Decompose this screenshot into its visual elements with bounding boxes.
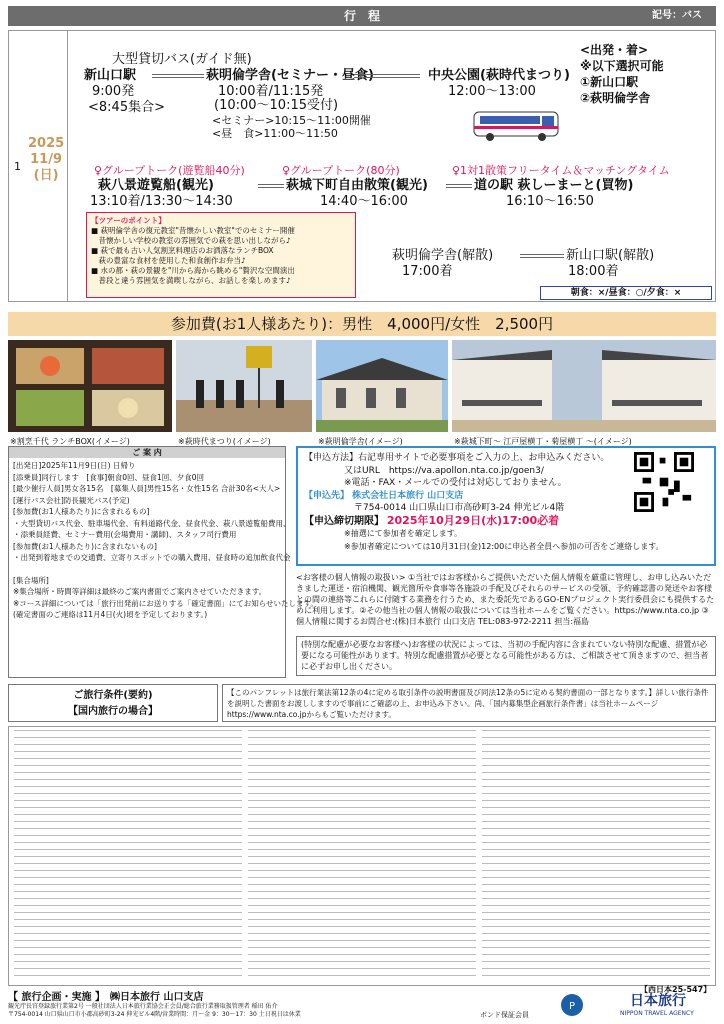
departure-options [580, 42, 702, 114]
fine-print-column [248, 730, 476, 980]
bus-icon [472, 108, 562, 142]
apply-dest: 【申込先】 株式会社日本旅行 山口支店 [304, 490, 464, 501]
point-line: 萩の豊富な食材を使用した和食創作お弁当♪ [91, 256, 246, 265]
point-line: ■ 萩で最も古い人気割烹料理店のお洒落なランチBOX [91, 246, 274, 255]
guide-box [8, 446, 318, 678]
points-title: 【ツアーのポイント】 [91, 216, 166, 225]
castle-town-photo [452, 340, 716, 432]
apply-note: ※電話・FAX・メールでの受付は対応しておりません。 [344, 478, 567, 488]
guide-line: [参加費(お1人様あたり)に含まれないもの] [13, 541, 157, 551]
conditions-subtitle: 【国内旅行の場合】 [68, 706, 158, 717]
guide-line [13, 564, 281, 575]
svg-text:P: P [568, 1001, 576, 1012]
guide-line: ※集合場所・時間等詳細は最終のご案内書面でご案内させていただきます。 [13, 587, 267, 596]
qr-code[interactable] [634, 452, 694, 512]
tour-date [28, 136, 64, 184]
bus-route-line [354, 74, 420, 78]
sea-mart-time: 16:10～16:50 [506, 194, 594, 209]
meal-info: 朝食：×/昼食：○/夕食：× [540, 286, 712, 300]
apply-url[interactable]: 又はURL https://va.apollon.nta.co.jp/goen3/ [344, 465, 544, 476]
festival-photo [176, 340, 312, 432]
travel-logo-icon [542, 992, 602, 1018]
lunch-box-photo [8, 340, 172, 432]
tour-points [86, 212, 356, 298]
group-talk-1: ♀グループトーク(遊覧船40分) [94, 164, 245, 177]
castle-town-time: 14:40～16:00 [320, 194, 408, 209]
bus-route-line [258, 184, 284, 188]
fine-print-column [14, 730, 242, 980]
result-note: ※参加者確定については10月31日(金)12:00に申込者全員へ参加の可否をご連絡します。 [344, 541, 664, 551]
caption-castle-town: ※萩城下町～ 江戸屋横丁・菊屋横丁 ～(イメージ) [454, 437, 632, 446]
guide-title: ご 案 内 [9, 447, 285, 458]
point-line: ■ 水の都・萩の景観を"川から海から眺める"贅沢な空間演出 [91, 266, 295, 275]
point-line: 普段と違う雰囲気を満喫しながら、お話しを楽しめます♪ [91, 276, 291, 285]
guide-line: [最少催行人員]男女各15名 [募集人員]男性15名・女性15名 合計30名<大人> [13, 484, 281, 493]
deadline-label: 【申込締切期限】 [304, 515, 384, 527]
stop-shinyamaguchi: 新山口駅 [84, 68, 137, 83]
option-1: ①新山口駅 [580, 75, 639, 89]
guide-line: [集合場所] [13, 575, 49, 585]
guide-line: ・大型貸切バス代金、駐車場代金、有料道路代金、昼食代金、萩八景遊覧船費用、 [13, 518, 291, 528]
legend-note: 記号：バス [652, 10, 702, 21]
fine-print-column [482, 730, 710, 980]
guide-line: ・添乗員経費、セミナー費用(会場費用・講師)、スタッフ司行費用 [13, 530, 237, 539]
park-time: 12:00～13:00 [448, 84, 536, 99]
day-number: 1 [14, 160, 21, 173]
bus-route-line [520, 254, 564, 258]
guide-line: ※コース詳細については「旅行出発前にお送りする「確定書面」にてお知らせいたします。 [13, 598, 318, 608]
footer-address: 〒754-0014 山口県山口市小郡高砂町3-24 伸光ビル4階/営業時間：月～金 9：30～17：30 土日祝日は休業 [8, 1011, 301, 1018]
stop-meirin: 萩明倫学舎(セミナー・昼食) [206, 68, 374, 83]
itinerary-header [8, 6, 716, 26]
option-2: ②萩明倫学舎 [580, 91, 651, 105]
footer [8, 992, 478, 1019]
nta-logo-en: NIPPON TRAVEL AGENCY [620, 1010, 694, 1017]
conditions-header [8, 684, 218, 722]
options-note: ※以下選択可能 [580, 59, 664, 73]
end-meirin: 萩明倫学舎(解散) [392, 248, 494, 263]
conditions-title: ご旅行条件(要約) [73, 690, 153, 701]
point-line: 昔懐かしい学校の教室の雰囲気での萩を思い出しながら♪ [91, 236, 291, 245]
caption-festival: ※萩時代まつり(イメージ) [178, 437, 271, 446]
lottery-note: ※抽選にて参加者を確定します。 [344, 529, 463, 538]
meirin-photo [316, 340, 448, 432]
end-meirin-time: 17:00着 [402, 264, 453, 279]
meirin-time: 10:00着/11:15発 [218, 84, 324, 99]
end-shinyamaguchi: 新山口駅(解散) [566, 248, 655, 263]
stop-sea-mart: 道の駅 萩しーまーと(買物) [474, 178, 634, 193]
footer-license: 観光庁長官登録旅行業第2号 一般社団法人日本旅行業協会正会員/総合旅行業務取扱管理者 稲田 佑介 [8, 1003, 278, 1010]
nta-logo: 日本旅行 [630, 993, 686, 1009]
reg-number: 【西日本25-547】 [640, 985, 712, 994]
special-care-note: (特別な配慮が必要なお客様へ)お客様の状況によっては、当初の手配内容に含まれていない特別な配慮、措置が必要になる可能性があります。特別な配慮措置が必要となる可能性がある方は、ご相談させて頂きますので、担当者に必ずお申し出ください。 [296, 636, 716, 676]
date-weekday: (日) [33, 168, 59, 183]
conditions-note: 【このパンフレットは旅行業法第12条の4に定める取引条件の説明書面及び同法12条の5に定める契約書面の一部となります。】詳しい旅行条件を説明した書面をお渡ししますので事前にご確認の上、お申込み下さい。尚、「国内募集型企画旅行条件書」は当社ホームページ https://www.nta.co.jpからもご覧いただけます。 [222, 684, 716, 722]
date-year: 2025 [28, 136, 65, 151]
date-month-day: 11/9 [30, 152, 63, 167]
price-bar: 参加費(お1人様あたり)：男性 4,000円/女性 2,500円 [8, 312, 716, 336]
boat-time: 13:10着/13:30～14:30 [90, 194, 233, 209]
deadline-date: 2025年10月29日(水)17:00必着 [386, 513, 560, 527]
guide-line: (確定書面のご連絡は11月4日(火)頃を予定しております。) [13, 610, 208, 619]
gather-time: <8:45集合> [88, 100, 165, 115]
end-station-time: 18:00着 [568, 264, 619, 279]
apply-address: 〒754-0014 山口県山口市高砂町3-24 伸光ビル4階 [354, 503, 565, 513]
bus-note: 大型貸切バス(ガイド無) [112, 52, 252, 67]
bus-route-line [446, 184, 472, 188]
bus-route-line [152, 74, 204, 78]
guide-line: [参加費(お1人様あたり)に含まれるもの] [13, 507, 150, 516]
footer-company: 【 旅行企画・実施 】 ㈱日本旅行 山口支店 [8, 992, 204, 1003]
guide-line: [運行バス会社]防長観光バス(予定) [13, 495, 130, 505]
guide-line: ・出発到着地までの交通費、立寄りスポットでの購入費用、昼食時の追加飲食代金 [13, 553, 291, 562]
depart-time: 9:00発 [92, 84, 135, 99]
partner-logos [480, 990, 716, 1024]
stop-castle-town: 萩城下町自由散策(観光) [286, 178, 428, 193]
caption-meirin: ※萩明倫学舎(イメージ) [318, 437, 403, 446]
group-talk-2: ♀グループトーク(80分) [282, 164, 400, 177]
apply-method: 【申込方法】右記専用サイトで必要事項をご入力の上、お申込みください。 [304, 453, 610, 463]
options-title: <出発・着> [580, 43, 649, 57]
guide-line: [添乗員]同行します [食事]朝食0回、昼食1回、夕食0回 [13, 472, 205, 482]
stop-boat: 萩八景遊覧船(観光) [98, 178, 214, 193]
guide-line: [出発日]2025年11月9日(日) 日帰り [13, 461, 136, 470]
free-time-note: ♀1対1散策フリータイム＆マッチングタイム [452, 164, 670, 177]
meirin-reception: (10:00～10:15受付) [214, 98, 339, 113]
lunch-time: <昼 食>11:00～11:50 [212, 127, 338, 140]
point-line: ■ 萩明倫学舎の復元教室"昔懐かしい教室"でのセミナー開催 [91, 226, 295, 235]
privacy-policy: <お客様の個人情報の取扱い> ①当社ではお客様からご提供いただいた個人情報を厳重に管理し、お申し込みいただきました運送・宿泊機関、観光箇所や食事等各施設の手配及びそれらのサービスの受領、予約確認書の発送やお客様との間の連絡等これらに付随する業務を行うため、また委託先であるGO-ENプロジェクト実行委員会にも提供するために利用します。②その他当社の個人情報の取扱については当社ホームをご覧ください。https://www.nta.co.jp ③個人情報に関するお問合せ:(株)日本旅行 山口支店 TEL:083-972-2211 担当:福島 [296, 573, 715, 626]
seminar-time: <セミナー>10:15～11:00開催 [212, 114, 371, 127]
stop-central-park: 中央公園(萩時代まつり) [428, 68, 570, 83]
caption-lunch: ※割烹千代 ランチBOX(イメージ) [10, 437, 130, 446]
bond-logo: ボンド保証会員 [480, 1011, 529, 1019]
itinerary-title: 行 程 [343, 9, 380, 23]
